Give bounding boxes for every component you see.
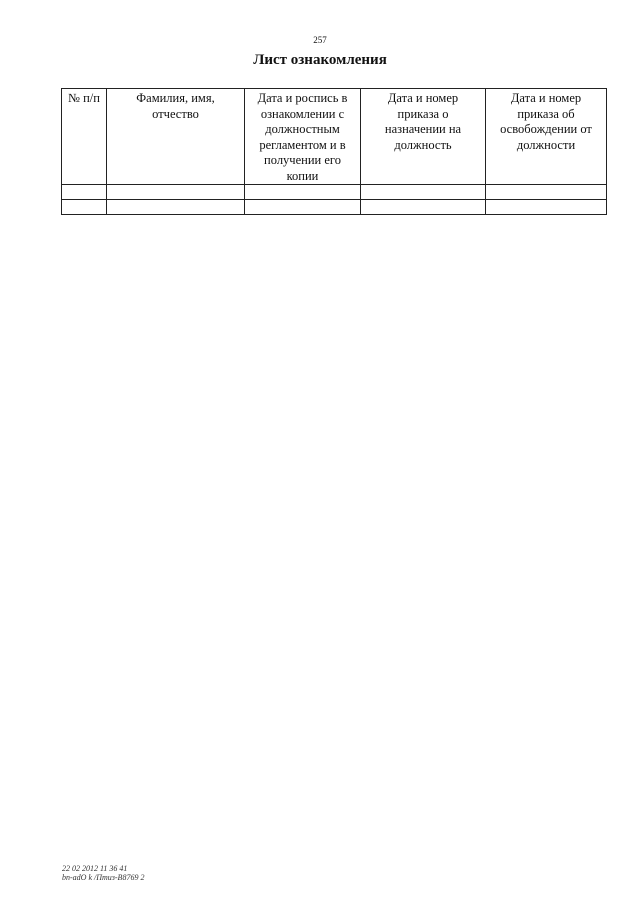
table-cell (361, 200, 486, 215)
document-footer (62, 864, 144, 882)
table-cell (62, 200, 107, 215)
page-title: Лист ознакомления (253, 52, 387, 68)
column-header-number: № п/п (62, 89, 107, 185)
table-row (62, 185, 607, 200)
footer-timestamp: 22 02 2012 11 36 41 (62, 864, 128, 873)
table-header-row (62, 89, 607, 185)
acknowledgement-table (61, 88, 607, 215)
table-cell (107, 185, 245, 200)
footer-document-id: bn-adO k /Птиз-В8769 2 (62, 873, 145, 882)
page-number: 257 (313, 35, 327, 45)
table-cell (361, 185, 486, 200)
column-header-signature-date: Дата и роспись в ознакомлении с должностным регламентом и в получении его копии (245, 89, 361, 185)
table-cell (62, 185, 107, 200)
table-cell (245, 185, 361, 200)
table-row (62, 200, 607, 215)
column-header-appointment-order: Дата и номер приказа о назначении на должность (361, 89, 486, 185)
column-header-dismissal-order: Дата и номер приказа об освобождении от должности (486, 89, 607, 185)
table-cell (107, 200, 245, 215)
table-cell (486, 200, 607, 215)
table-cell (486, 185, 607, 200)
column-header-full-name: Фамилия, имя, отчество (107, 89, 245, 185)
table-cell (245, 200, 361, 215)
